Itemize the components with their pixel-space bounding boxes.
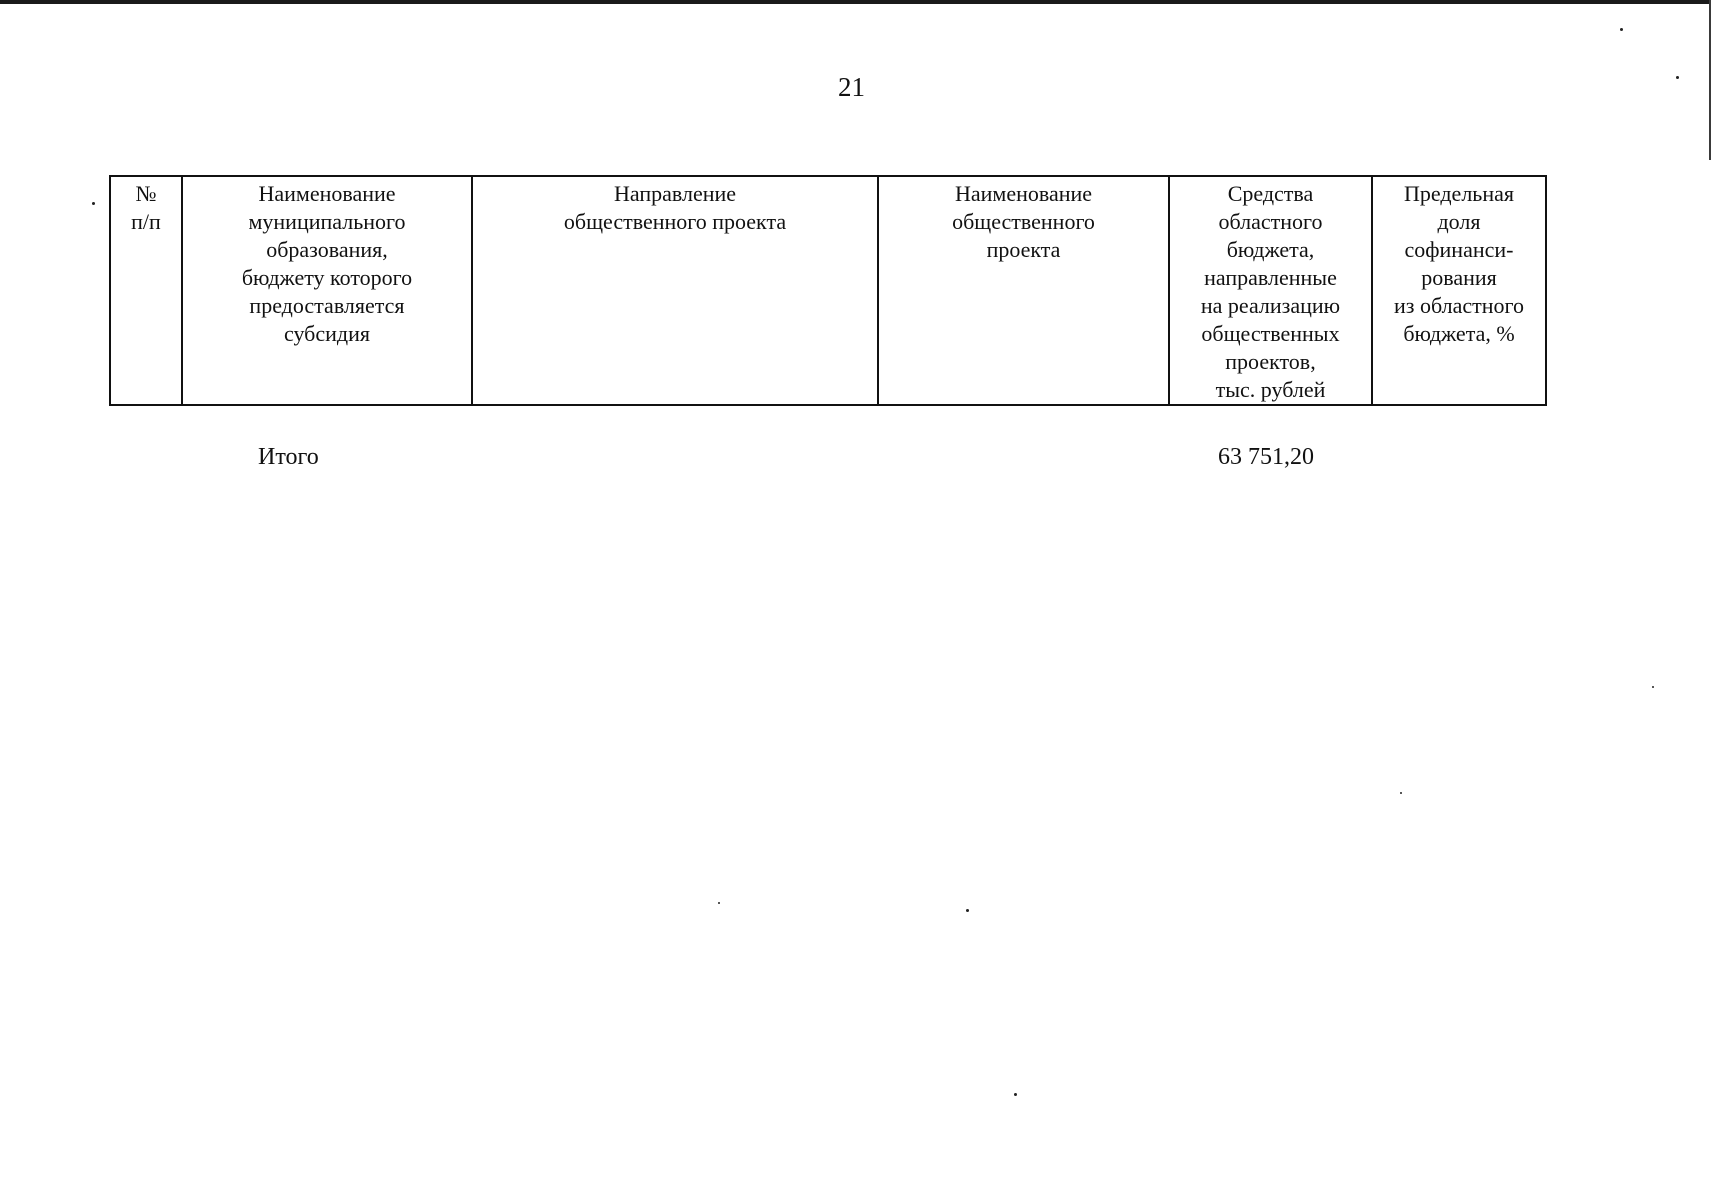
header-budget-funds: Средства областного бюджета, направленные на реализацию общественных проектов, тыс. рублей (1169, 176, 1372, 405)
header-municipality: Наименование муниципального образования, бюджету которого предоставляется субсидия (182, 176, 472, 405)
total-label: Итого (258, 444, 319, 470)
header-project-direction: Направление общественного проекта (472, 176, 878, 405)
table-header-row (110, 176, 1546, 405)
total-value: 63 751,20 (1218, 444, 1314, 470)
header-number: № п/п (110, 176, 182, 405)
subsidy-table (109, 175, 1547, 406)
scan-top-edge (0, 0, 1711, 4)
header-cofinancing-share: Предельная доля софинанси- рования из областного бюджета, % (1372, 176, 1546, 405)
page-number: 21 (838, 72, 865, 102)
header-project-name: Наименование общественного проекта (878, 176, 1169, 405)
